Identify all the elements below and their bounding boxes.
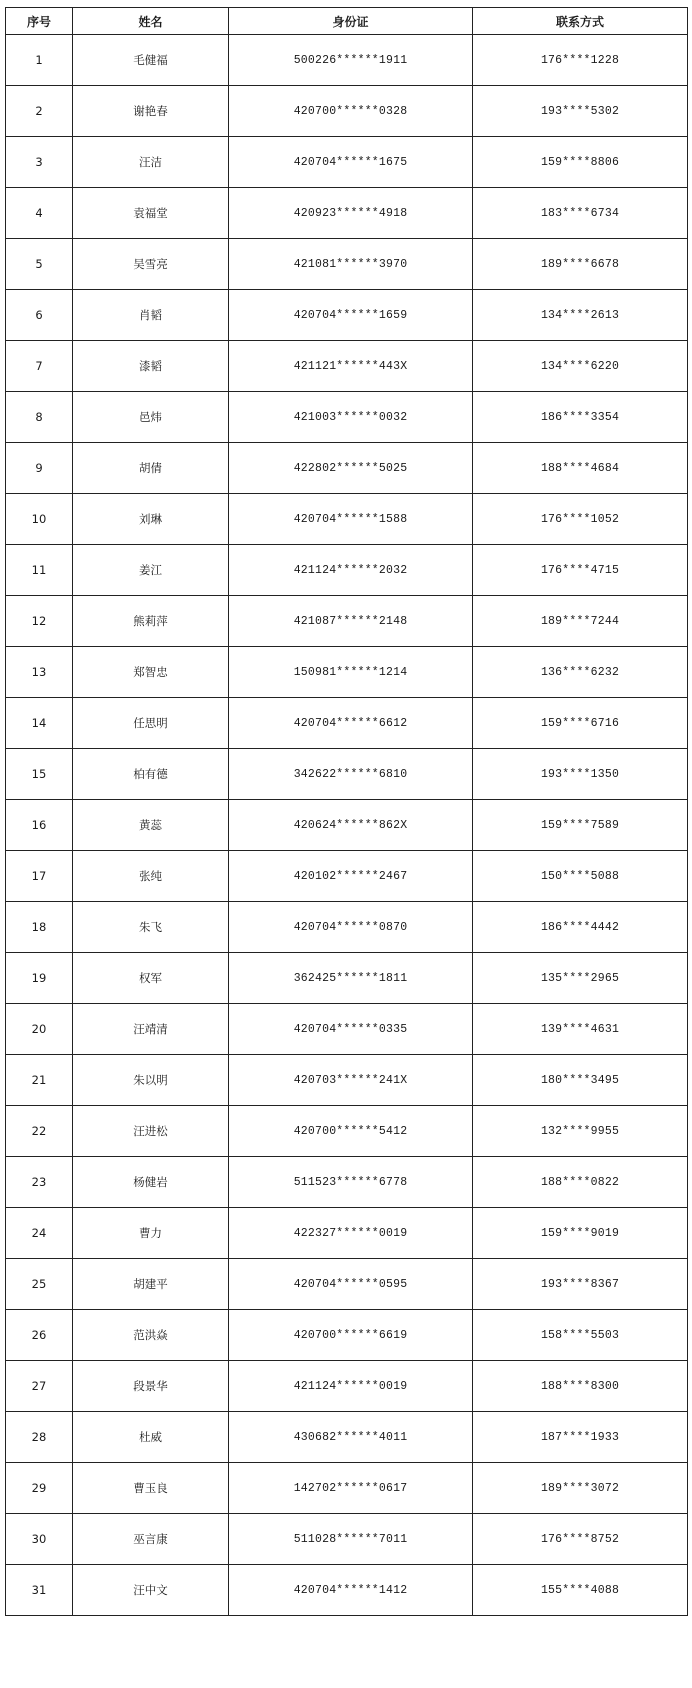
- cell-contact: 176****1228: [473, 35, 688, 86]
- cell-contact: 193****8367: [473, 1259, 688, 1310]
- table-row: [6, 443, 688, 494]
- cell-serial-number: 13: [6, 647, 73, 698]
- table-row: [6, 800, 688, 851]
- cell-name: 汪进松: [73, 1106, 229, 1157]
- cell-serial-number: 17: [6, 851, 73, 902]
- table-row: [6, 545, 688, 596]
- cell-contact: 186****3354: [473, 392, 688, 443]
- cell-contact: 176****1052: [473, 494, 688, 545]
- cell-name: 杜威: [73, 1412, 229, 1463]
- cell-contact: 188****8300: [473, 1361, 688, 1412]
- cell-serial-number: 14: [6, 698, 73, 749]
- cell-name: 郑智忠: [73, 647, 229, 698]
- cell-id-card: 142702******0617: [229, 1463, 473, 1514]
- table-row: [6, 239, 688, 290]
- cell-contact: 189****3072: [473, 1463, 688, 1514]
- cell-contact: 189****6678: [473, 239, 688, 290]
- cell-id-card: 420700******0328: [229, 86, 473, 137]
- table-row: [6, 35, 688, 86]
- table-row: [6, 1004, 688, 1055]
- table-row: [6, 1259, 688, 1310]
- cell-serial-number: 2: [6, 86, 73, 137]
- cell-id-card: 422327******0019: [229, 1208, 473, 1259]
- cell-name: 熊莉萍: [73, 596, 229, 647]
- cell-contact: 159****9019: [473, 1208, 688, 1259]
- table-row: [6, 1208, 688, 1259]
- cell-contact: 134****2613: [473, 290, 688, 341]
- cell-serial-number: 6: [6, 290, 73, 341]
- cell-contact: 193****1350: [473, 749, 688, 800]
- cell-contact: 180****3495: [473, 1055, 688, 1106]
- cell-contact: 159****6716: [473, 698, 688, 749]
- table-row: [6, 1106, 688, 1157]
- cell-id-card: 420704******6612: [229, 698, 473, 749]
- table-row: [6, 1565, 688, 1616]
- cell-id-card: 421121******443X: [229, 341, 473, 392]
- cell-name: 杨健岩: [73, 1157, 229, 1208]
- table-row: [6, 341, 688, 392]
- cell-name: 刘琳: [73, 494, 229, 545]
- cell-id-card: 150981******1214: [229, 647, 473, 698]
- table-row: [6, 1463, 688, 1514]
- table-row: [6, 290, 688, 341]
- cell-serial-number: 30: [6, 1514, 73, 1565]
- cell-id-card: 420703******241X: [229, 1055, 473, 1106]
- table-row: [6, 1361, 688, 1412]
- cell-serial-number: 21: [6, 1055, 73, 1106]
- cell-contact: 139****4631: [473, 1004, 688, 1055]
- cell-contact: 188****0822: [473, 1157, 688, 1208]
- table-row: [6, 392, 688, 443]
- cell-serial-number: 24: [6, 1208, 73, 1259]
- cell-name: 朱以明: [73, 1055, 229, 1106]
- cell-name: 胡建平: [73, 1259, 229, 1310]
- cell-serial-number: 31: [6, 1565, 73, 1616]
- cell-contact: 193****5302: [473, 86, 688, 137]
- cell-serial-number: 18: [6, 902, 73, 953]
- cell-name: 汪洁: [73, 137, 229, 188]
- cell-serial-number: 3: [6, 137, 73, 188]
- cell-contact: 159****8806: [473, 137, 688, 188]
- cell-serial-number: 7: [6, 341, 73, 392]
- cell-contact: 155****4088: [473, 1565, 688, 1616]
- cell-id-card: 511523******6778: [229, 1157, 473, 1208]
- cell-id-card: 342622******6810: [229, 749, 473, 800]
- cell-serial-number: 15: [6, 749, 73, 800]
- table-row: [6, 596, 688, 647]
- cell-contact: 189****7244: [473, 596, 688, 647]
- table-row: [6, 494, 688, 545]
- table-row: [6, 698, 688, 749]
- cell-id-card: 420704******0335: [229, 1004, 473, 1055]
- table-row: [6, 1055, 688, 1106]
- cell-contact: 176****8752: [473, 1514, 688, 1565]
- cell-name: 肖韬: [73, 290, 229, 341]
- table-row: [6, 851, 688, 902]
- cell-serial-number: 5: [6, 239, 73, 290]
- cell-name: 毛健福: [73, 35, 229, 86]
- cell-id-card: 500226******1911: [229, 35, 473, 86]
- cell-id-card: 422802******5025: [229, 443, 473, 494]
- cell-name: 胡倩: [73, 443, 229, 494]
- cell-id-card: 421003******0032: [229, 392, 473, 443]
- cell-name: 姜江: [73, 545, 229, 596]
- cell-id-card: 430682******4011: [229, 1412, 473, 1463]
- cell-name: 曹玉良: [73, 1463, 229, 1514]
- cell-serial-number: 16: [6, 800, 73, 851]
- cell-name: 段景华: [73, 1361, 229, 1412]
- cell-id-card: 420102******2467: [229, 851, 473, 902]
- cell-contact: 188****4684: [473, 443, 688, 494]
- cell-contact: 176****4715: [473, 545, 688, 596]
- cell-serial-number: 11: [6, 545, 73, 596]
- cell-name: 邑炜: [73, 392, 229, 443]
- cell-serial-number: 20: [6, 1004, 73, 1055]
- cell-id-card: 511028******7011: [229, 1514, 473, 1565]
- table-row: [6, 1310, 688, 1361]
- roster-table: [5, 7, 688, 1616]
- cell-name: 范洪焱: [73, 1310, 229, 1361]
- cell-contact: 159****7589: [473, 800, 688, 851]
- table-row: [6, 188, 688, 239]
- cell-id-card: 420704******1588: [229, 494, 473, 545]
- table-row: [6, 1514, 688, 1565]
- table-row: [6, 1412, 688, 1463]
- header-id-card: 身份证: [229, 8, 473, 35]
- roster-body: [6, 35, 688, 1616]
- header-name: 姓名: [73, 8, 229, 35]
- cell-id-card: 420704******1659: [229, 290, 473, 341]
- cell-serial-number: 9: [6, 443, 73, 494]
- cell-contact: 134****6220: [473, 341, 688, 392]
- table-row: [6, 647, 688, 698]
- cell-name: 巫言康: [73, 1514, 229, 1565]
- cell-id-card: 420704******0870: [229, 902, 473, 953]
- cell-serial-number: 10: [6, 494, 73, 545]
- cell-id-card: 420704******1412: [229, 1565, 473, 1616]
- cell-contact: 136****6232: [473, 647, 688, 698]
- cell-id-card: 421087******2148: [229, 596, 473, 647]
- cell-name: 谢艳春: [73, 86, 229, 137]
- header-contact: 联系方式: [473, 8, 688, 35]
- cell-contact: 187****1933: [473, 1412, 688, 1463]
- cell-name: 吴雪亮: [73, 239, 229, 290]
- cell-serial-number: 23: [6, 1157, 73, 1208]
- cell-serial-number: 19: [6, 953, 73, 1004]
- cell-id-card: 420624******862X: [229, 800, 473, 851]
- cell-name: 曹力: [73, 1208, 229, 1259]
- cell-serial-number: 8: [6, 392, 73, 443]
- cell-name: 任思明: [73, 698, 229, 749]
- cell-name: 漆韬: [73, 341, 229, 392]
- cell-id-card: 421124******0019: [229, 1361, 473, 1412]
- table-row: [6, 137, 688, 188]
- table-row: [6, 902, 688, 953]
- table-row: [6, 749, 688, 800]
- cell-id-card: 420700******6619: [229, 1310, 473, 1361]
- cell-contact: 158****5503: [473, 1310, 688, 1361]
- cell-serial-number: 28: [6, 1412, 73, 1463]
- cell-name: 权军: [73, 953, 229, 1004]
- cell-contact: 150****5088: [473, 851, 688, 902]
- cell-contact: 135****2965: [473, 953, 688, 1004]
- cell-id-card: 421124******2032: [229, 545, 473, 596]
- cell-serial-number: 25: [6, 1259, 73, 1310]
- cell-name: 汪中文: [73, 1565, 229, 1616]
- cell-id-card: 420700******5412: [229, 1106, 473, 1157]
- cell-name: 袁福堂: [73, 188, 229, 239]
- cell-name: 张纯: [73, 851, 229, 902]
- cell-serial-number: 29: [6, 1463, 73, 1514]
- cell-contact: 183****6734: [473, 188, 688, 239]
- cell-id-card: 420704******0595: [229, 1259, 473, 1310]
- cell-name: 汪靖清: [73, 1004, 229, 1055]
- cell-id-card: 420704******1675: [229, 137, 473, 188]
- header-row: [6, 8, 688, 35]
- cell-id-card: 362425******1811: [229, 953, 473, 1004]
- cell-contact: 132****9955: [473, 1106, 688, 1157]
- cell-contact: 186****4442: [473, 902, 688, 953]
- cell-serial-number: 4: [6, 188, 73, 239]
- cell-id-card: 420923******4918: [229, 188, 473, 239]
- cell-name: 柏有德: [73, 749, 229, 800]
- cell-serial-number: 27: [6, 1361, 73, 1412]
- cell-serial-number: 22: [6, 1106, 73, 1157]
- header-serial-number: 序号: [6, 8, 73, 35]
- cell-name: 朱飞: [73, 902, 229, 953]
- cell-serial-number: 12: [6, 596, 73, 647]
- table-row: [6, 86, 688, 137]
- cell-serial-number: 1: [6, 35, 73, 86]
- cell-name: 黄蕊: [73, 800, 229, 851]
- cell-serial-number: 26: [6, 1310, 73, 1361]
- cell-id-card: 421081******3970: [229, 239, 473, 290]
- table-row: [6, 1157, 688, 1208]
- table-row: [6, 953, 688, 1004]
